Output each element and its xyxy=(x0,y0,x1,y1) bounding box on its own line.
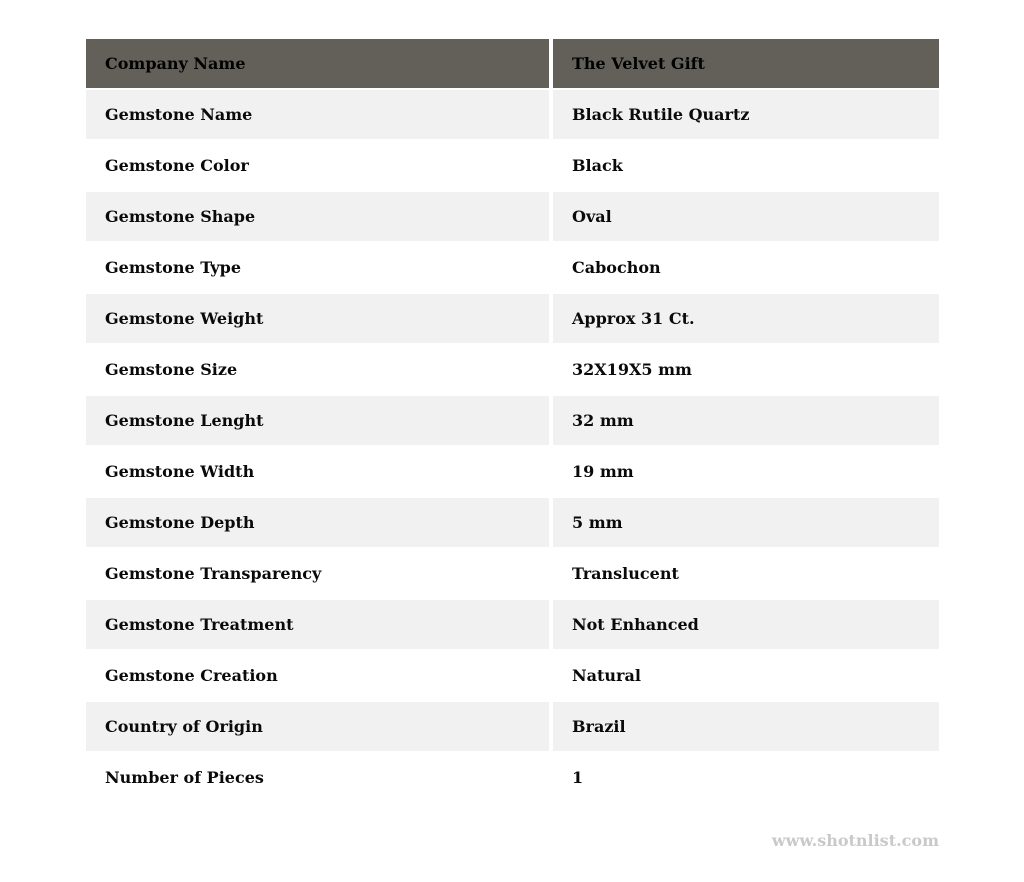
header-value-cell: The Velvet Gift xyxy=(553,39,939,88)
row-value: Cabochon xyxy=(553,243,939,292)
table-row xyxy=(86,753,939,802)
row-value: Approx 31 Ct. xyxy=(553,294,939,343)
table-row xyxy=(86,243,939,292)
table-row xyxy=(86,396,939,445)
row-value: Natural xyxy=(553,651,939,700)
table-row xyxy=(86,294,939,343)
row-label: Gemstone Treatment xyxy=(86,600,549,649)
table-header-row xyxy=(86,39,939,88)
table-row xyxy=(86,651,939,700)
row-label: Gemstone Size xyxy=(86,345,549,394)
row-label: Gemstone Lenght xyxy=(86,396,549,445)
row-label: Country of Origin xyxy=(86,702,549,751)
row-value: 32 mm xyxy=(553,396,939,445)
row-label: Gemstone Depth xyxy=(86,498,549,547)
table-row xyxy=(86,90,939,139)
watermark-text: www.shotnlist.com xyxy=(771,831,939,850)
row-label: Gemstone Weight xyxy=(86,294,549,343)
row-label: Gemstone Color xyxy=(86,141,549,190)
row-value: 5 mm xyxy=(553,498,939,547)
row-label: Gemstone Transparency xyxy=(86,549,549,598)
table-row xyxy=(86,549,939,598)
row-value: 19 mm xyxy=(553,447,939,496)
row-value: Not Enhanced xyxy=(553,600,939,649)
table-row xyxy=(86,498,939,547)
row-label: Gemstone Width xyxy=(86,447,549,496)
table-row xyxy=(86,192,939,241)
row-label: Gemstone Shape xyxy=(86,192,549,241)
row-value: 32X19X5 mm xyxy=(553,345,939,394)
row-label: Gemstone Type xyxy=(86,243,549,292)
table-row xyxy=(86,447,939,496)
gemstone-spec-table xyxy=(86,39,939,802)
row-value: Translucent xyxy=(553,549,939,598)
header-label-cell: Company Name xyxy=(86,39,549,88)
table-row xyxy=(86,702,939,751)
row-label: Gemstone Creation xyxy=(86,651,549,700)
table-row xyxy=(86,141,939,190)
row-value: Black Rutile Quartz xyxy=(553,90,939,139)
row-value: Oval xyxy=(553,192,939,241)
table-row xyxy=(86,345,939,394)
row-label: Number of Pieces xyxy=(86,753,549,802)
row-label: Gemstone Name xyxy=(86,90,549,139)
row-value: Brazil xyxy=(553,702,939,751)
row-value: Black xyxy=(553,141,939,190)
row-value: 1 xyxy=(553,753,939,802)
table-row xyxy=(86,600,939,649)
